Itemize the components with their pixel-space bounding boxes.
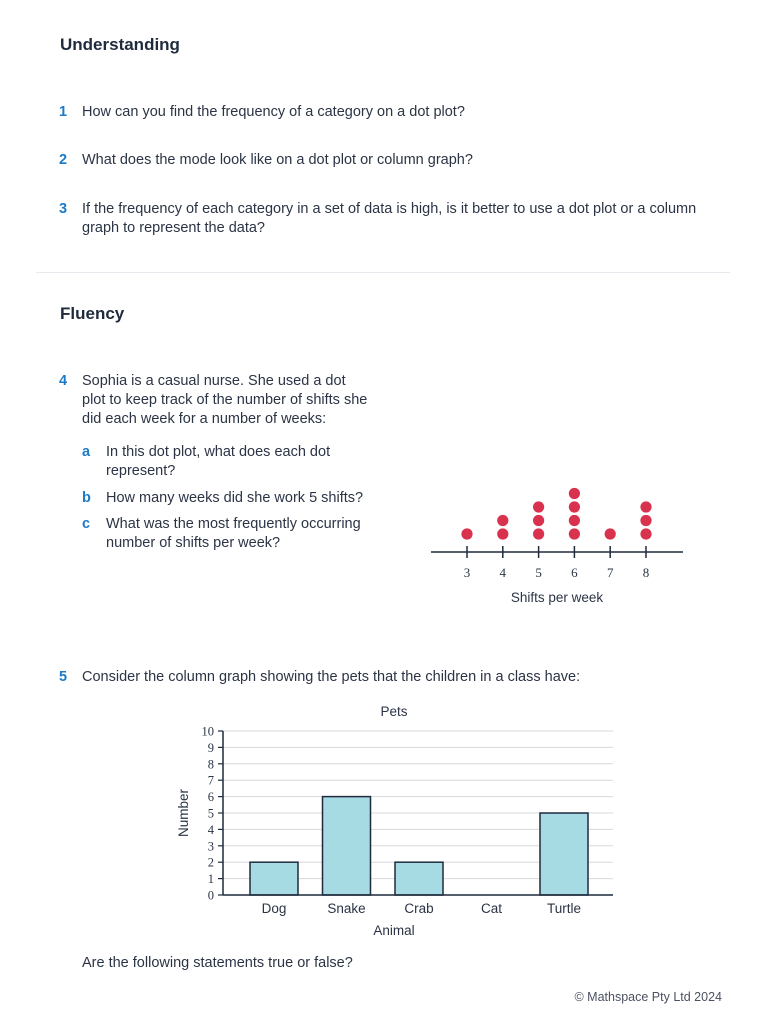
column-graph-y-tick-label: 7 [207,773,214,788]
dot-plot-tick-label: 5 [535,565,542,580]
column-graph-x-tick-label: Turtle [546,901,582,916]
dot-plot-dot [569,501,580,512]
part-letter: c [82,516,91,532]
question-text: Sophia is a casual nurse. She used a dot plot to keep track of the number of shifts she did each week for a number of weeks: [82,373,368,427]
copyright-footer: © Mathspace Pty Ltd 2024 [574,990,722,1004]
dot-plot-tick-label: 7 [606,565,614,580]
understanding-heading: Understanding [60,35,180,54]
column-graph-bar [540,813,588,895]
part-letter: a [82,444,91,460]
column-graph-y-tick-label: 10 [201,724,214,739]
dot-plot-dot [569,488,580,499]
followup-text: Are the following statements true or false? [82,955,353,971]
dot-plot-xlabel: Shifts per week [510,590,604,605]
dot-plot-tick-label: 4 [499,565,507,580]
dot-plot-tick-label: 6 [571,565,578,580]
dot-plot-chart [420,480,700,610]
dot-plot-dot [461,528,472,539]
column-graph-y-tick-label: 3 [207,839,214,854]
column-graph-xlabel: Animal [373,923,415,938]
question-number: 1 [59,104,68,120]
column-graph-y-tick-label: 9 [207,740,214,755]
column-graph-y-tick-label: 0 [207,888,214,903]
dot-plot-dot [533,528,544,539]
part-letter: b [82,490,91,506]
column-graph-y-tick-label: 2 [207,855,214,870]
question-number: 5 [59,669,68,685]
column-graph-y-tick-label: 1 [207,872,214,887]
question-number: 2 [59,152,68,168]
question-number: 3 [59,201,68,217]
dot-plot-dot [569,515,580,526]
column-graph-x-tick-label: Snake [327,901,366,916]
column-graph-bar [395,862,443,895]
column-graph-x-tick-label: Cat [480,901,503,916]
column-graph-y-tick-label: 6 [207,790,214,805]
dot-plot-dot [640,501,651,512]
column-graph-chart [170,698,630,943]
dot-plot-dot [497,515,508,526]
column-graph-ylabel: Number [176,788,191,838]
dot-plot-dot [533,501,544,512]
question-number: 4 [59,373,68,389]
dot-plot-dot [640,515,651,526]
dot-plot-dot [569,528,580,539]
column-graph-bar [250,862,298,895]
part-text: What was the most frequently occurring number of shifts per week? [106,516,361,551]
question-text: Consider the column graph showing the pets that the children in a class have: [82,669,581,685]
dot-plot-tick-label: 8 [642,565,650,580]
question-text: How can you find the frequency of a category on a dot plot? [82,104,465,120]
column-graph-title: Pets [380,704,408,719]
question-text: What does the mode look like on a dot plot or column graph? [82,152,473,168]
part-text: In this dot plot, what does each dot represent? [106,444,331,479]
column-graph-x-tick-label: Crab [404,901,434,916]
column-graph-bar [323,797,371,895]
section-divider [36,272,730,273]
dot-plot-tick-label: 3 [463,565,471,580]
dot-plot-dot [605,528,616,539]
column-graph-x-tick-label: Dog [261,901,287,916]
part-text: How many weeks did she work 5 shifts? [106,490,364,506]
question-text: If the frequency of each category in a set of data is high, is it better to use a dot plot or a column graph to represent the data? [82,201,697,236]
dot-plot-dot [497,528,508,539]
column-graph-y-tick-label: 5 [207,806,214,821]
dot-plot-dot [533,515,544,526]
column-graph-y-tick-label: 8 [207,757,214,772]
dot-plot-dot [640,528,651,539]
column-graph-y-tick-label: 4 [207,822,214,837]
fluency-heading: Fluency [60,304,125,323]
